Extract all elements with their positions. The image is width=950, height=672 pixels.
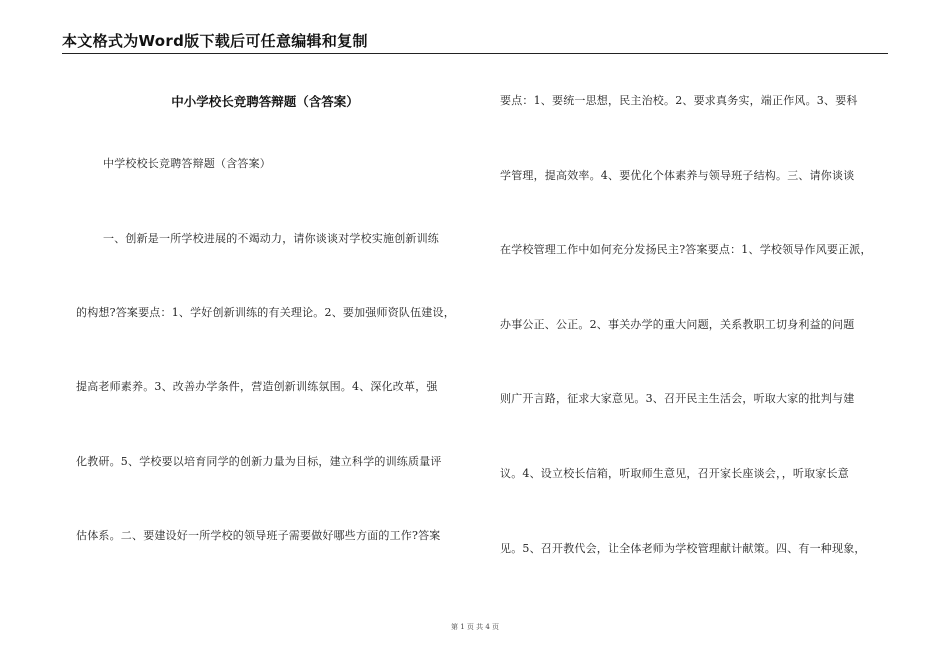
left-line: 提高老师素养。3、改善办学条件，营造创新训练氛围。4、深化改革，强 bbox=[76, 380, 438, 393]
right-line: 在学校管理工作中如何充分发扬民主?答案要点：1、学校领导作风要正派， bbox=[500, 243, 872, 256]
right-line: 要点：1、要统一思想，民主治校。2、要求真务实，端正作风。3、要科 bbox=[500, 94, 858, 107]
right-line: 则广开言路，征求大家意见。3、召开民主生活会，听取大家的批判与建 bbox=[500, 392, 855, 405]
left-line: 中学校校长竞聘答辩题（含答案） bbox=[103, 157, 271, 170]
left-line: 的构想?答案要点：1、学好创新训练的有关理论。2、要加强师资队伍建设， bbox=[76, 306, 455, 319]
left-line: 估体系。二、要建设好一所学校的领导班子需要做好哪些方面的工作?答案 bbox=[76, 529, 441, 542]
document-banner: 本文格式为Word版下载后可任意编辑和复制 bbox=[62, 32, 368, 50]
banner-divider bbox=[62, 53, 888, 54]
right-line: 见。5、召开教代会，让全体老师为学校管理献计献策。四、有一种现象， bbox=[500, 542, 866, 555]
right-line: 学管理，提高效率。4、要优化个体素养与领导班子结构。三、请你谈谈 bbox=[500, 169, 855, 182]
right-line: 议。4、设立校长信箱，听取师生意见，召开家长座谈会，，听取家长意 bbox=[500, 467, 849, 480]
left-line: 一、创新是一所学校进展的不竭动力，请你谈谈对学校实施创新训练 bbox=[103, 232, 439, 245]
document-title: 中小学校长竞聘答辩题（含答案） bbox=[171, 94, 359, 109]
page-indicator: 第 1 页 共 4 页 bbox=[450, 623, 500, 631]
left-line: 化教研。5、学校要以培育同学的创新力量为目标，建立科学的训练质量评 bbox=[76, 455, 442, 468]
right-line: 办事公正、公正。2、事关办学的重大问题，关系教职工切身利益的问题 bbox=[500, 318, 855, 331]
